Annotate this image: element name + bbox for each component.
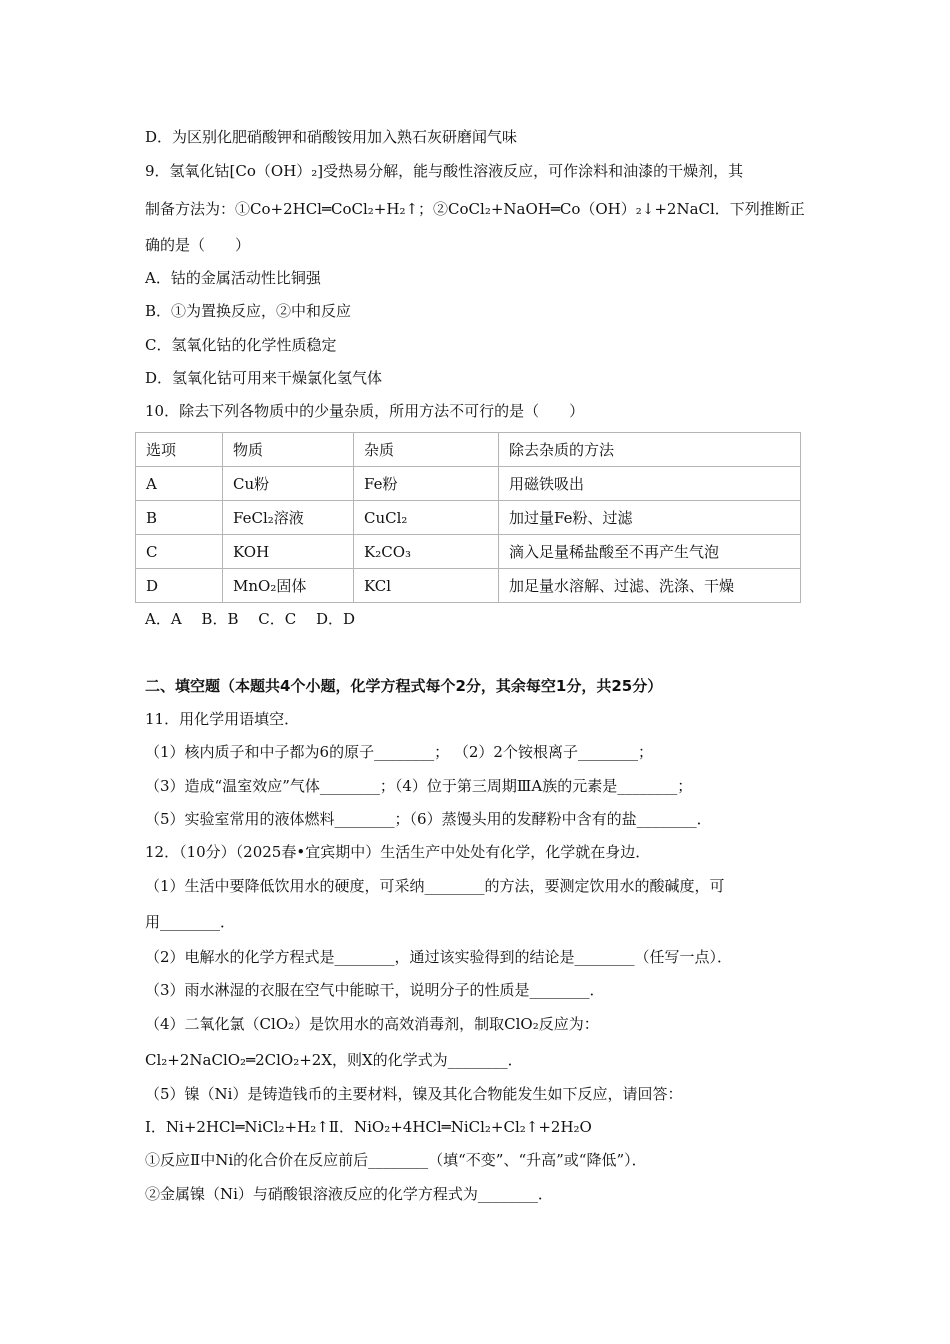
question-12-part-4b: Cl₂+2NaClO₂═2ClO₂+2X，则X的化学式为________． xyxy=(145,1051,523,1069)
table-cell: A xyxy=(136,467,223,501)
table-cell: KOH xyxy=(223,535,354,569)
question-9-stem-3: 确的是（ ） xyxy=(145,236,251,254)
question-12-stem: 12．（10分）（2025春•宜宾期中）生活生产中处处有化学，化学就在身边． xyxy=(145,843,651,861)
table-cell: 用磁铁吸出 xyxy=(499,467,801,501)
question-9-option-d: D．氢氧化钴可用来干燥氯化氢气体 xyxy=(145,369,383,387)
table-row xyxy=(136,501,801,535)
table-row xyxy=(136,569,801,603)
question-12-part-2: （2）电解水的化学方程式是________，通过该实验得到的结论是________（任写一点）． xyxy=(145,948,733,966)
table-header-cell: 除去杂质的方法 xyxy=(499,433,801,467)
table-header-row xyxy=(136,433,801,467)
table-cell: MnO₂固体 xyxy=(223,569,354,603)
line-q8-option-d: D．为区别化肥硝酸钾和硝酸铵用加入熟石灰研磨闻气味 xyxy=(145,128,518,146)
question-11-stem: 11．用化学用语填空． xyxy=(145,710,300,728)
table-cell: 滴入足量稀盐酸至不再产生气泡 xyxy=(499,535,801,569)
table-cell: B xyxy=(136,501,223,535)
question-9-option-b: B．①为置换反应，②中和反应 xyxy=(145,302,352,320)
table-cell: FeCl₂溶液 xyxy=(223,501,354,535)
question-12-part-5-1: ①反应Ⅱ中Ni的化合价在反应前后________（填“不变”、“升高”或“降低”）． xyxy=(145,1151,647,1169)
table-header-cell: 杂质 xyxy=(354,433,499,467)
table-cell: KCl xyxy=(354,569,499,603)
table-cell: 加过量Fe粉、过滤 xyxy=(499,501,801,535)
table-header-cell: 物质 xyxy=(223,433,354,467)
question-11-part-a: （1）核内质子和中子都为6的原子________； （2）2个铵根离子________； xyxy=(145,743,653,761)
question-12-part-1a: （1）生活中要降低饮用水的硬度，可采纳________的方法，要测定饮用水的酸碱度，可 xyxy=(145,877,725,895)
question-12-part-5-2: ②金属镍（Ni）与硝酸银溶液反应的化学方程式为________． xyxy=(145,1185,553,1203)
table-cell: Fe粉 xyxy=(354,467,499,501)
question-12-part-1b: 用________． xyxy=(145,913,236,931)
section-2-heading: 二、填空题（本题共4个小题，化学方程式每个2分，其余每空1分，共25分） xyxy=(145,677,663,695)
question-10-stem: 10．除去下列各物质中的少量杂质，所用方法不可行的是（ ） xyxy=(145,402,585,420)
question-9-stem-2: 制备方法为：①Co+2HCl═CoCl₂+H₂↑；②CoCl₂+NaOH═Co（OH）₂↓+2NaCl．下列推断正 xyxy=(145,200,805,218)
table-row xyxy=(136,467,801,501)
question-11-part-c: （5）实验室常用的液体燃料________；（6）蒸馒头用的发酵粉中含有的盐________． xyxy=(145,810,712,828)
table-cell: K₂CO₃ xyxy=(354,535,499,569)
table-cell: D xyxy=(136,569,223,603)
table-cell: Cu粉 xyxy=(223,467,354,501)
question-12-part-3: （3）雨水淋湿的衣服在空气中能晾干，说明分子的性质是________． xyxy=(145,981,605,999)
question-12-part-5: （5）镍（Ni）是铸造钱币的主要材料，镍及其化合物能发生如下反应，请回答： xyxy=(145,1085,683,1103)
question-12-part-4a: （4）二氧化氯（ClO₂）是饮用水的高效消毒剂，制取ClO₂反应为： xyxy=(145,1015,599,1033)
question-9-stem-1: 9．氢氧化钴[Co（OH）₂]受热易分解，能与酸性溶液反应，可作涂料和油漆的干燥剂，其 xyxy=(145,162,744,180)
table-cell: CuCl₂ xyxy=(354,501,499,535)
table-cell: C xyxy=(136,535,223,569)
question-11-part-b: （3）造成“温室效应”气体________；（4）位于第三周期ⅢA族的元素是________； xyxy=(145,777,693,795)
question-9-option-c: C．氢氧化钴的化学性质稳定 xyxy=(145,336,337,354)
question-10-answers: A．A B．B C．C D．D xyxy=(145,610,356,628)
table-cell: 加足量水溶解、过滤、洗涤、干燥 xyxy=(499,569,801,603)
options-table xyxy=(135,432,801,603)
question-12-reactions: Ⅰ．Ni+2HCl═NiCl₂+H₂↑Ⅱ．NiO₂+4HCl═NiCl₂+Cl₂↑+2H₂O xyxy=(145,1118,592,1136)
table-header-cell: 选项 xyxy=(136,433,223,467)
question-9-option-a: A．钴的金属活动性比铜强 xyxy=(145,269,321,287)
table-row xyxy=(136,535,801,569)
